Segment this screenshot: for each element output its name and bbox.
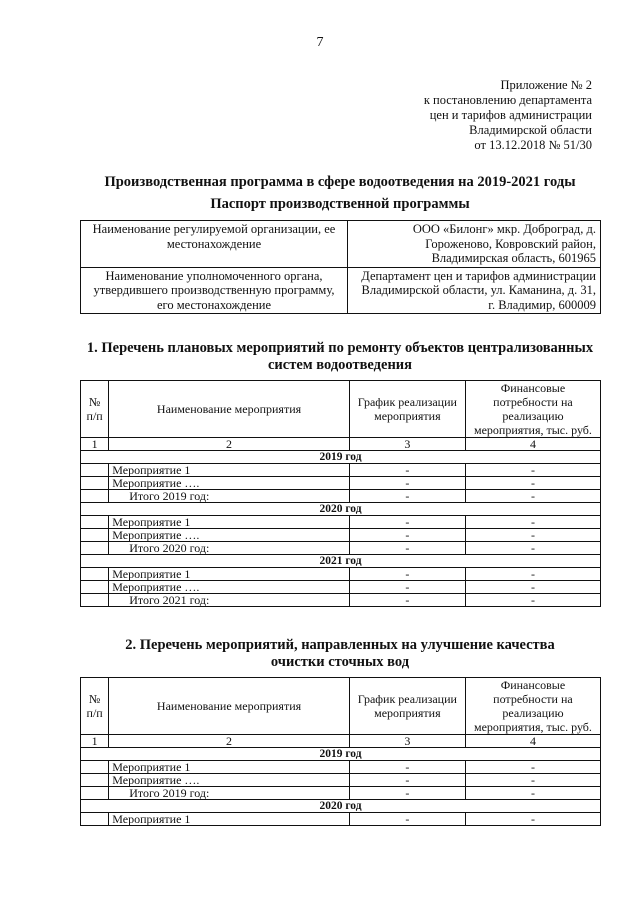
total-row [81, 594, 601, 607]
total-finance: - [465, 490, 600, 503]
appendix-block [372, 78, 592, 153]
measure-finance: - [465, 774, 600, 787]
measure-finance: - [465, 568, 600, 581]
total-schedule: - [349, 594, 465, 607]
measure-name: Мероприятие 1 [109, 464, 350, 477]
measure-name: Мероприятие 1 [109, 516, 350, 529]
passport-table [80, 220, 601, 314]
section-2-table [80, 677, 601, 826]
table-row [81, 813, 601, 826]
year-row [81, 555, 601, 568]
page-number: 7 [316, 35, 324, 50]
total-label: Итого 2019 год: [109, 787, 350, 800]
total-label: Итого 2021 год: [109, 594, 350, 607]
passport-value: Департамент цен и тарифов администрации Владимирской области, ул. Каманина, д. 31, г. Владимир, 600009 [348, 267, 601, 314]
header-name: Наименование мероприятия [109, 678, 350, 735]
measure-finance: - [465, 477, 600, 490]
col-number: 1 [81, 438, 109, 451]
year-label: 2020 год [81, 800, 601, 813]
table-row [81, 581, 601, 594]
passport-row [81, 267, 601, 314]
header-no: № п/п [81, 678, 109, 735]
appendix-line: цен и тарифов администрации [429, 108, 592, 122]
passport-row [81, 221, 601, 268]
total-schedule: - [349, 490, 465, 503]
total-row [81, 490, 601, 503]
appendix-line: Приложение № 2 [500, 78, 592, 92]
col-number: 3 [349, 735, 465, 748]
total-schedule: - [349, 542, 465, 555]
measure-schedule: - [349, 464, 465, 477]
table-row [81, 774, 601, 787]
header-finance: Финансовые потребности на реализацию мероприятия, тыс. руб. [465, 678, 600, 735]
appendix-line: Владимирской области [469, 123, 592, 137]
document-title: Производственная программа в сфере водоотведения на 2019-2021 годы [104, 174, 576, 190]
measure-schedule: - [349, 581, 465, 594]
measure-schedule: - [349, 774, 465, 787]
total-finance: - [465, 594, 600, 607]
section-1-title-line: систем водоотведения [267, 357, 413, 373]
year-label: 2020 год [81, 503, 601, 516]
year-row [81, 748, 601, 761]
measure-finance: - [465, 529, 600, 542]
table-header-row [81, 678, 601, 735]
measure-schedule: - [349, 516, 465, 529]
table-row [81, 477, 601, 490]
measure-schedule: - [349, 568, 465, 581]
measure-schedule: - [349, 529, 465, 542]
column-number-row [81, 438, 601, 451]
appendix-line: от 13.12.2018 № 51/30 [474, 138, 592, 152]
year-row [81, 451, 601, 464]
header-no: № п/п [81, 381, 109, 438]
section-1-title [0, 340, 640, 374]
header-name: Наименование мероприятия [109, 381, 350, 438]
year-label: 2019 год [81, 451, 601, 464]
year-row [81, 503, 601, 516]
total-row [81, 542, 601, 555]
table-row [81, 761, 601, 774]
measure-finance: - [465, 581, 600, 594]
total-schedule: - [349, 787, 465, 800]
total-row [81, 787, 601, 800]
header-schedule: График реализации мероприятия [349, 381, 465, 438]
year-label: 2021 год [81, 555, 601, 568]
col-number: 4 [465, 438, 600, 451]
col-number: 4 [465, 735, 600, 748]
measure-name: Мероприятие …. [109, 774, 350, 787]
measure-name: Мероприятие …. [109, 529, 350, 542]
year-row [81, 800, 601, 813]
measure-finance: - [465, 516, 600, 529]
measure-finance: - [465, 464, 600, 477]
measure-finance: - [465, 813, 600, 826]
passport-title: Паспорт производственной программы [210, 196, 470, 212]
measure-schedule: - [349, 477, 465, 490]
measure-schedule: - [349, 813, 465, 826]
table-row [81, 568, 601, 581]
passport-label: Наименование уполномоченного органа, утвердившего производственную программу, его местонахождение [81, 267, 348, 314]
table-row [81, 516, 601, 529]
passport-value: ООО «Билонг» мкр. Доброград, д. Гороженово, Ковровский район, Владимирская область, 601965 [348, 221, 601, 268]
section-2-title-line: 2. Перечень мероприятий, направленных на улучшение качества [125, 637, 555, 653]
table-row [81, 529, 601, 542]
measure-name: Мероприятие 1 [109, 568, 350, 581]
col-number: 2 [109, 735, 350, 748]
measure-name: Мероприятие 1 [109, 761, 350, 774]
measure-name: Мероприятие 1 [109, 813, 350, 826]
column-number-row [81, 735, 601, 748]
year-label: 2019 год [81, 748, 601, 761]
appendix-line: к постановлению департамента [423, 93, 592, 107]
header-finance: Финансовые потребности на реализацию мероприятия, тыс. руб. [465, 381, 600, 438]
total-label: Итого 2020 год: [109, 542, 350, 555]
section-2-title [0, 637, 640, 671]
table-header-row [81, 381, 601, 438]
passport-label: Наименование регулируемой организации, ее местонахождение [81, 221, 348, 268]
section-2-title-line: очистки сточных вод [270, 654, 410, 670]
measure-name: Мероприятие …. [109, 477, 350, 490]
total-finance: - [465, 787, 600, 800]
section-1-table [80, 380, 601, 607]
measure-schedule: - [349, 761, 465, 774]
col-number: 1 [81, 735, 109, 748]
header-schedule: График реализации мероприятия [349, 678, 465, 735]
table-row [81, 464, 601, 477]
measure-finance: - [465, 761, 600, 774]
col-number: 2 [109, 438, 350, 451]
section-1-title-line: 1. Перечень плановых мероприятий по ремонту объектов централизованных [86, 340, 594, 356]
total-label: Итого 2019 год: [109, 490, 350, 503]
col-number: 3 [349, 438, 465, 451]
measure-name: Мероприятие …. [109, 581, 350, 594]
total-finance: - [465, 542, 600, 555]
